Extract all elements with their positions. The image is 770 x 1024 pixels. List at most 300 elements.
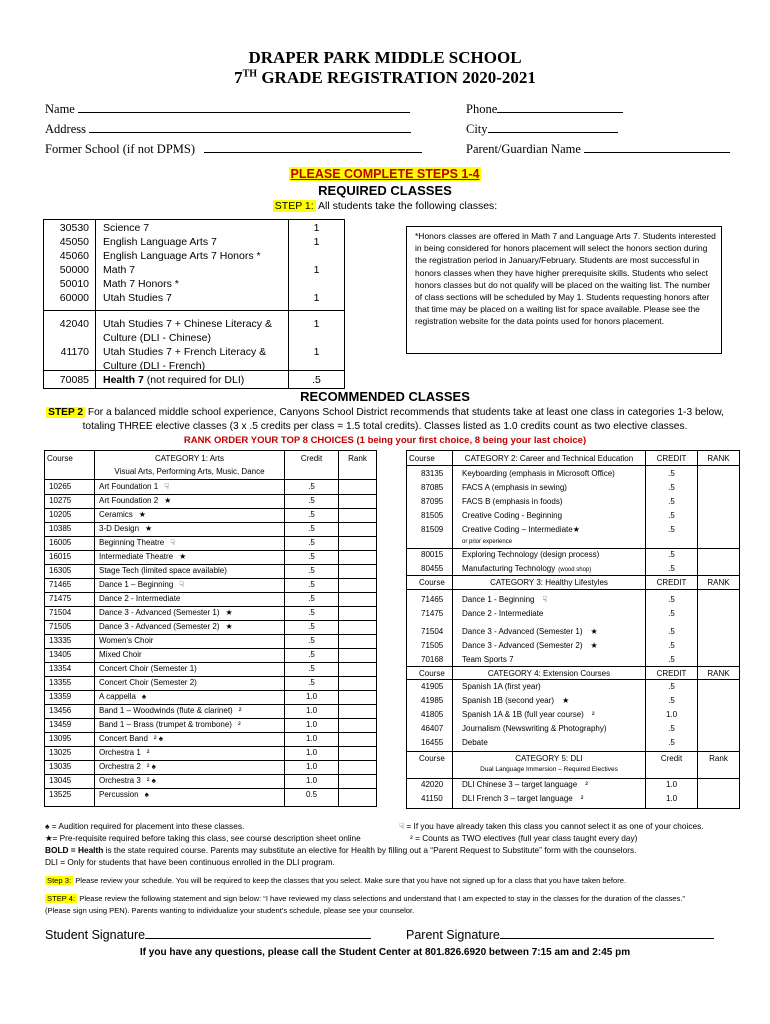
address-field[interactable]: Address [45,120,411,137]
course-name-text: Dance 3 - Advanced (Semester 1) [99,608,220,617]
course-credit: .5 [308,496,315,505]
course-name-text: DLI Chinese 3 – target language [462,780,578,789]
course-symbol-icon: ★ [138,510,146,519]
course-name [99,635,159,647]
cat4-head-credit: CREDIT [656,669,687,678]
category1-table [44,450,377,807]
course-credit: .5 [308,622,315,631]
course-code: 13095 [49,734,72,743]
course-name [99,621,233,633]
rank-input[interactable] [339,747,376,760]
course-credit: .5 [668,595,675,604]
rank-input[interactable] [339,537,376,550]
required-courses-2: Utah Studies 7 + Chinese Literacy & Culture (DLI - Chinese) Utah Studies 7 + French Literacy & Culture (DLI - French) [103,318,272,372]
row-divider [407,666,739,667]
course-name-text: Percussion [99,790,139,799]
course-name-text: Journalism (Newswriting & Photography) [462,724,607,733]
cat3-head-course: Course [419,578,445,587]
rank-input[interactable] [339,677,376,690]
course-code: 71475 [421,609,444,618]
rank-input[interactable] [339,593,376,606]
course-credit: .5 [668,641,675,650]
course-name-text: Debate [462,738,488,747]
rank-input[interactable] [698,640,739,652]
legend-already-taken: ☟ = If you have already taken this class you cannot select it as one of your choices. [399,821,704,831]
rank-input[interactable] [339,621,376,634]
course-name [99,733,163,745]
course-credit: 1.0 [305,692,318,701]
course-name [462,608,551,620]
course-code: 10205 [49,510,72,519]
rank-input[interactable] [339,565,376,578]
course-symbol-icon: ★ [164,496,172,505]
course-credit: .5 [308,538,315,547]
course-credit: .5 [308,580,315,589]
legend-dli: DLI = Only for students that have been continuous enrolled in the DLI program. [45,857,335,867]
course-credit: .5 [308,608,315,617]
rank-input[interactable] [339,775,376,788]
rank-input[interactable] [339,607,376,620]
course-symbol-icon: ★ [225,608,233,617]
course-name-text: Stage Tech (limited space available) [99,566,227,575]
rank-input[interactable] [698,654,739,666]
category3-title: CATEGORY 3: Healthy Lifestyles [490,578,608,587]
course-code: 13405 [49,650,72,659]
course-name [462,510,562,522]
legend-counts-two: ² = Counts as TWO electives (full year class taught every day) [410,833,638,843]
cat5-head-credit: Credit [660,754,683,763]
course-name-text: Keyboarding (emphasis in Microsoft Office) [462,469,615,478]
course-name-text: Orchestra 2 [99,762,141,771]
course-symbol-icon: ★ [590,641,598,650]
course-symbol-icon: ☟ [164,482,170,491]
cat2-head-credit: CREDIT [656,454,687,463]
course-code: 10265 [49,482,72,491]
course-name-text: Ceramics [99,510,133,519]
course-code: 13456 [49,706,72,715]
course-credit: .5 [668,682,675,691]
course-symbol-icon: ² ♠ [146,762,156,771]
course-credit: .5 [668,497,675,506]
course-name-note: (wood shop) [558,567,592,573]
course-name-text: Creative Coding – Intermediate★ [462,525,580,534]
step4-instructions: STEP 4: Please review the following statement and sign below: “I have reviewed my class selections and understand that I am expected to stay in the classes for the duration of the classes.” [47,894,685,903]
category4-title: CATEGORY 4: Extension Courses [487,669,611,678]
course-name-text: Art Foundation 1 [99,482,159,491]
course-credit: .5 [308,524,315,533]
rank-input[interactable] [339,635,376,648]
course-name-text: Exploring Technology (design process) [462,550,600,559]
category5-subtitle: Dual Language Immersion – Required Electives [480,766,618,773]
course-code: 10385 [49,524,72,533]
course-name-text: Dance 3 - Advanced (Semester 2) [99,622,220,631]
rank-input[interactable] [339,719,376,732]
course-credit: .5 [308,594,315,603]
course-name-text: Dance 3 - Advanced (Semester 2) [462,641,583,650]
course-name-text: FACS A (emphasis in sewing) [462,483,567,492]
course-credit: .5 [668,483,675,492]
course-name [99,649,148,661]
course-name [462,723,615,735]
rank-input[interactable] [698,626,739,638]
course-symbol-icon: ☟ [179,580,185,589]
cat2-head-rank: RANK [707,454,730,463]
rank-input[interactable] [698,709,739,721]
course-name-text: Art Foundation 2 [99,496,159,505]
course-symbol-icon: ² [591,710,595,719]
course-name [99,677,203,689]
course-name [462,563,591,576]
course-name-text: Concert Choir (Semester 1) [99,664,197,673]
footer-contact: If you have any questions, please call the Student Center at 801.826.6920 between 7:15 am and 2:45 pm [139,947,631,958]
course-code: 13035 [49,762,72,771]
course-credit: .5 [308,510,315,519]
course-name [99,551,186,563]
course-credit: 1.0 [665,710,678,719]
course-name-text: Dance 2 - Intermediate [99,594,181,603]
course-code: 87085 [421,483,444,492]
course-code: 13045 [49,776,72,785]
course-credit: 1.0 [305,762,318,771]
course-code: 41985 [421,696,444,705]
course-credit: 1.0 [305,748,318,757]
course-name [99,509,146,521]
course-name-text: Band 1 – Woodwinds (flute & clarinet) [99,706,233,715]
student-signature-field[interactable]: Student Signature [45,926,371,942]
course-code: 13355 [49,678,72,687]
course-symbol-icon: ² [146,748,150,757]
course-credit: .5 [668,564,675,573]
required-credit-health: .5 [312,374,321,386]
course-name-text: Concert Band [99,734,148,743]
course-code: 71504 [421,627,444,636]
legend-prereq: ★= Pre-requisite required before taking this class, see course description sheet online [45,833,361,843]
course-symbol-icon: ² [238,706,242,715]
course-name-text: Team Sports 7 [462,655,514,664]
rank-input[interactable] [339,481,376,494]
rank-input[interactable] [339,691,376,704]
course-credit: .5 [668,627,675,636]
course-symbol-icon: ★ [562,696,570,705]
rank-input[interactable] [698,594,739,606]
course-credit: .5 [308,636,315,645]
rank-input[interactable] [339,789,376,802]
rank-input[interactable] [698,737,739,749]
course-credit: 1.0 [305,706,318,715]
course-code: 71505 [421,641,444,650]
course-credit: 1.0 [665,780,678,789]
rank-input[interactable] [339,551,376,564]
course-code: 13459 [49,720,72,729]
category5-title: CATEGORY 5: DLI [515,754,583,763]
head-rank: Rank [348,454,367,463]
course-credit: .5 [668,609,675,618]
course-name [462,594,547,606]
course-name-text: Mixed Choir [99,650,142,659]
course-name-text: Intermediate Theatre [99,552,174,561]
step1-instructions: STEP 1: All students take the following classes: [274,200,498,212]
course-credit: .5 [308,650,315,659]
course-code: 13025 [49,748,72,757]
category2-title: CATEGORY 2: Career and Technical Education [464,454,634,463]
course-code: 81509 [421,525,444,534]
course-name-text: Manufacturing Technology [462,564,556,573]
course-name-text: Creative Coding - Beginning [462,511,563,520]
course-name [99,747,149,759]
row-divider [407,751,739,752]
categories-2-5-table [406,450,740,809]
legend-audition: ♠ = Audition required for placement into these classes. [45,821,245,831]
course-name [462,524,580,536]
course-symbol-icon: ² ♠ [153,734,164,743]
city-field[interactable]: City [466,120,618,137]
row-divider [407,589,739,590]
legend-bold-health: BOLD = Health is the state required course. Parents may substitute an elective for Health by filling out a “Parent Request to Substitute” form with the counselors. [45,845,637,855]
course-code: 41150 [421,794,443,803]
course-name [99,565,233,577]
course-name-text: Spanish 1A (first year) [462,682,541,691]
course-symbol-icon: ★ [145,524,153,533]
course-credit: .5 [668,724,675,733]
rank-input[interactable] [339,509,376,522]
rank-input[interactable] [698,468,739,480]
course-code: 70168 [421,655,444,664]
course-name-text: Women’s Choir [99,636,154,645]
course-name [99,523,152,535]
course-code: 71465 [421,595,444,604]
registration-title: 7TH GRADE REGISTRATION 2020-2021 [234,68,536,87]
rank-input[interactable] [698,608,739,620]
required-codes-2: 42040 41170 [59,318,89,358]
honors-note: *Honors classes are offered in Math 7 and Language Arts 7. Students interested in being considered for honors placement will select the honors section during the registration period in January/February. Students are most successful in honors classes when they have higher prerequisite skills. Students who select honors classes but do not qualify will be placed on the waiting list. The number of class sections will be scheduled by May 1. Students requesting honors after that time may be placed on a waiting list for space available. Please see the registration website for the data points used for honors placement. [406,226,722,354]
rank-input[interactable] [698,779,739,791]
course-name [462,640,598,652]
course-symbol-icon: ★ [179,552,187,561]
course-credit: .5 [308,664,315,673]
course-name-text: Dance 1 - Beginning [462,595,535,604]
course-code: 81505 [421,511,444,520]
cat5-head-course: Course [419,754,445,763]
cat5-head-rank: Rank [709,754,728,763]
course-symbol-icon: ☟ [170,538,176,547]
rank-input[interactable] [339,705,376,718]
course-name [99,481,169,493]
former-school-field[interactable]: Former School (if not DPMS) [45,140,422,157]
course-credit: .5 [308,678,315,687]
course-name-text: DLI French 3 – target language [462,794,573,803]
cat4-head-rank: RANK [707,669,730,678]
course-symbol-icon: ² [237,720,241,729]
rank-input[interactable] [339,579,376,592]
course-credit: .5 [308,566,315,575]
course-symbol-icon: ² ♠ [146,776,156,785]
course-name [99,607,233,619]
recommended-heading: RECOMMENDED CLASSES [300,389,470,404]
rank-input[interactable] [698,723,739,735]
step2-line1: STEP 2 For a balanced middle school experience, Canyons School District recommends that students take at least one class in categories 1-3 below, [48,407,724,418]
course-code: 83135 [421,469,444,478]
category1-title: CATEGORY 1: Arts [155,454,224,463]
step2-line2: totaling THREE elective classes (3 x .5 credits per class = 1.5 total credits). Classes listed as 1.0 credits count as two elective classes. [82,421,688,432]
course-name-text: Concert Choir (Semester 2) [99,678,197,687]
rank-input[interactable] [698,695,739,707]
course-code: 41905 [421,682,444,691]
course-credit: 1.0 [665,794,678,803]
rank-input[interactable] [698,563,739,575]
cat3-head-rank: RANK [707,578,730,587]
course-code: 16455 [421,738,444,747]
course-name [99,579,184,591]
course-code: 71504 [49,608,72,617]
course-name-text: Dance 1 – Beginning [99,580,174,589]
course-credit: .5 [668,738,675,747]
course-name [99,775,156,787]
course-name [462,496,562,508]
course-name [99,663,203,675]
course-code: 80015 [421,550,444,559]
course-code: 80455 [421,564,444,573]
course-symbol-icon: ★ [225,622,233,631]
parent-signature-field[interactable]: Parent Signature [406,926,714,942]
course-name [462,793,583,805]
course-credit: .5 [308,552,315,561]
course-code: 41805 [421,710,444,719]
course-name [462,737,496,749]
course-name-text: Orchestra 1 [99,748,141,757]
course-code: 13354 [49,664,72,673]
course-name-text: FACS B (emphasis in foods) [462,497,563,506]
course-code: 71505 [49,622,72,631]
course-name [99,495,171,507]
rank-input[interactable] [698,793,739,805]
phone-field[interactable]: Phone [466,100,623,117]
cat3-head-credit: CREDIT [656,578,687,587]
row-divider [407,465,739,466]
school-title: DRAPER PARK MIDDLE SCHOOL [248,48,522,67]
course-credit: .5 [668,655,675,664]
course-name [462,482,567,494]
required-code-health: 70085 [59,374,89,386]
course-name [462,654,522,666]
course-symbol-icon: ² [585,780,588,789]
course-name [462,695,569,707]
course-code: 42020 [421,780,444,789]
rank-input[interactable] [339,523,376,536]
rank-input[interactable] [339,663,376,676]
course-credit: 1.0 [305,720,318,729]
required-course-health: Health 7 (not required for DLI) [103,374,245,386]
course-credit: 1.0 [305,776,318,785]
required-codes-1: 30530 45050 45060 50000 50010 60000 [59,222,89,304]
rank-input[interactable] [698,549,739,561]
course-code: 71465 [49,580,72,589]
course-name-text: Dance 3 - Advanced (Semester 1) [462,627,583,636]
course-credit: .5 [668,696,675,705]
course-symbol-icon: ★ [590,627,598,636]
course-name [462,626,598,638]
course-name-text: Orchestra 3 [99,776,141,785]
course-name [99,719,241,731]
course-code: 16005 [49,538,72,547]
course-name [462,709,595,721]
course-code: 10275 [49,496,72,505]
head-credit: Credit [300,454,323,463]
step3-instructions: Step 3: Please review your schedule. You will be required to keep the classes that you select. Make sure that you have not signed up for a class that you have taken before. [47,876,627,885]
name-field[interactable]: Name [45,100,410,117]
rank-input[interactable] [339,649,376,662]
rank-order-note: RANK ORDER YOUR TOP 8 CHOICES (1 being your first choice, 8 being your last choice) [183,435,587,446]
course-code: 13335 [49,636,72,645]
course-code: 46407 [421,724,444,733]
course-symbol-icon: ♠ [144,790,149,799]
course-name [99,789,149,801]
course-name-text: Dance 2 - Intermediate [462,609,544,618]
parent-name-field[interactable]: Parent/Guardian Name [466,140,730,157]
rank-input[interactable] [698,496,739,508]
rank-input[interactable] [339,495,376,508]
course-name-text: Beginning Theatre [99,538,165,547]
rank-input[interactable] [698,510,739,522]
course-name [462,549,599,561]
cat2-head-course: Course [409,454,435,463]
course-credit: .5 [668,525,675,534]
course-code: 87095 [421,497,444,506]
rank-input[interactable] [698,524,739,536]
course-name-text: Spanish 1A & 1B (full year course) [462,710,584,719]
course-name-text: Spanish 1B (second year) [462,696,555,705]
course-name [99,691,146,703]
rank-input[interactable] [339,761,376,774]
prior-experience-note: or prior experience [462,539,513,545]
step4-note: (Please sign using PEN). Parents wanting to individualize your student’s schedule, please see your counselor. [45,906,415,915]
required-classes-table [43,219,345,389]
steps-banner: PLEASE COMPLETE STEPS 1-4 [290,167,480,181]
course-name-text: 3-D Design [99,524,140,533]
rank-input[interactable] [698,482,739,494]
course-name-text: Band 1 – Brass (trumpet & trombone) [99,720,232,729]
required-credits-2: 1 1 [313,318,320,358]
course-code: 13525 [49,790,72,799]
course-name [99,705,241,717]
course-name [99,537,175,549]
course-credit: 1.0 [305,734,318,743]
course-credit: .5 [308,482,315,491]
course-symbol-icon: ² [580,794,584,803]
course-code: 71475 [49,594,72,603]
course-credit: .5 [668,511,675,520]
course-name [99,593,186,605]
course-name [462,681,549,693]
cat4-head-course: Course [419,669,445,678]
course-code: 16305 [49,566,72,575]
course-name [462,468,615,480]
required-heading: REQUIRED CLASSES [318,183,452,198]
required-courses-1: Science 7 English Language Arts 7 English Language Arts 7 Honors * Math 7 Math 7 Honors * Utah Studies 7 [103,222,261,304]
course-credit: .5 [668,550,675,559]
rank-input[interactable] [339,733,376,746]
required-credits-1: 1 1 1 1 [313,222,320,304]
course-name-text: A cappella [99,692,136,701]
rank-input[interactable] [698,681,739,693]
course-symbol-icon: ♠ [141,692,147,701]
course-code: 16015 [49,552,72,561]
course-credit: 0.5 [305,790,318,799]
course-name [462,779,588,791]
category1-subtitle: Visual Arts, Performing Arts, Music, Dance [114,467,265,476]
course-symbol-icon: ☟ [542,595,548,604]
course-credit: .5 [668,469,675,478]
head-course: Course [47,454,73,463]
